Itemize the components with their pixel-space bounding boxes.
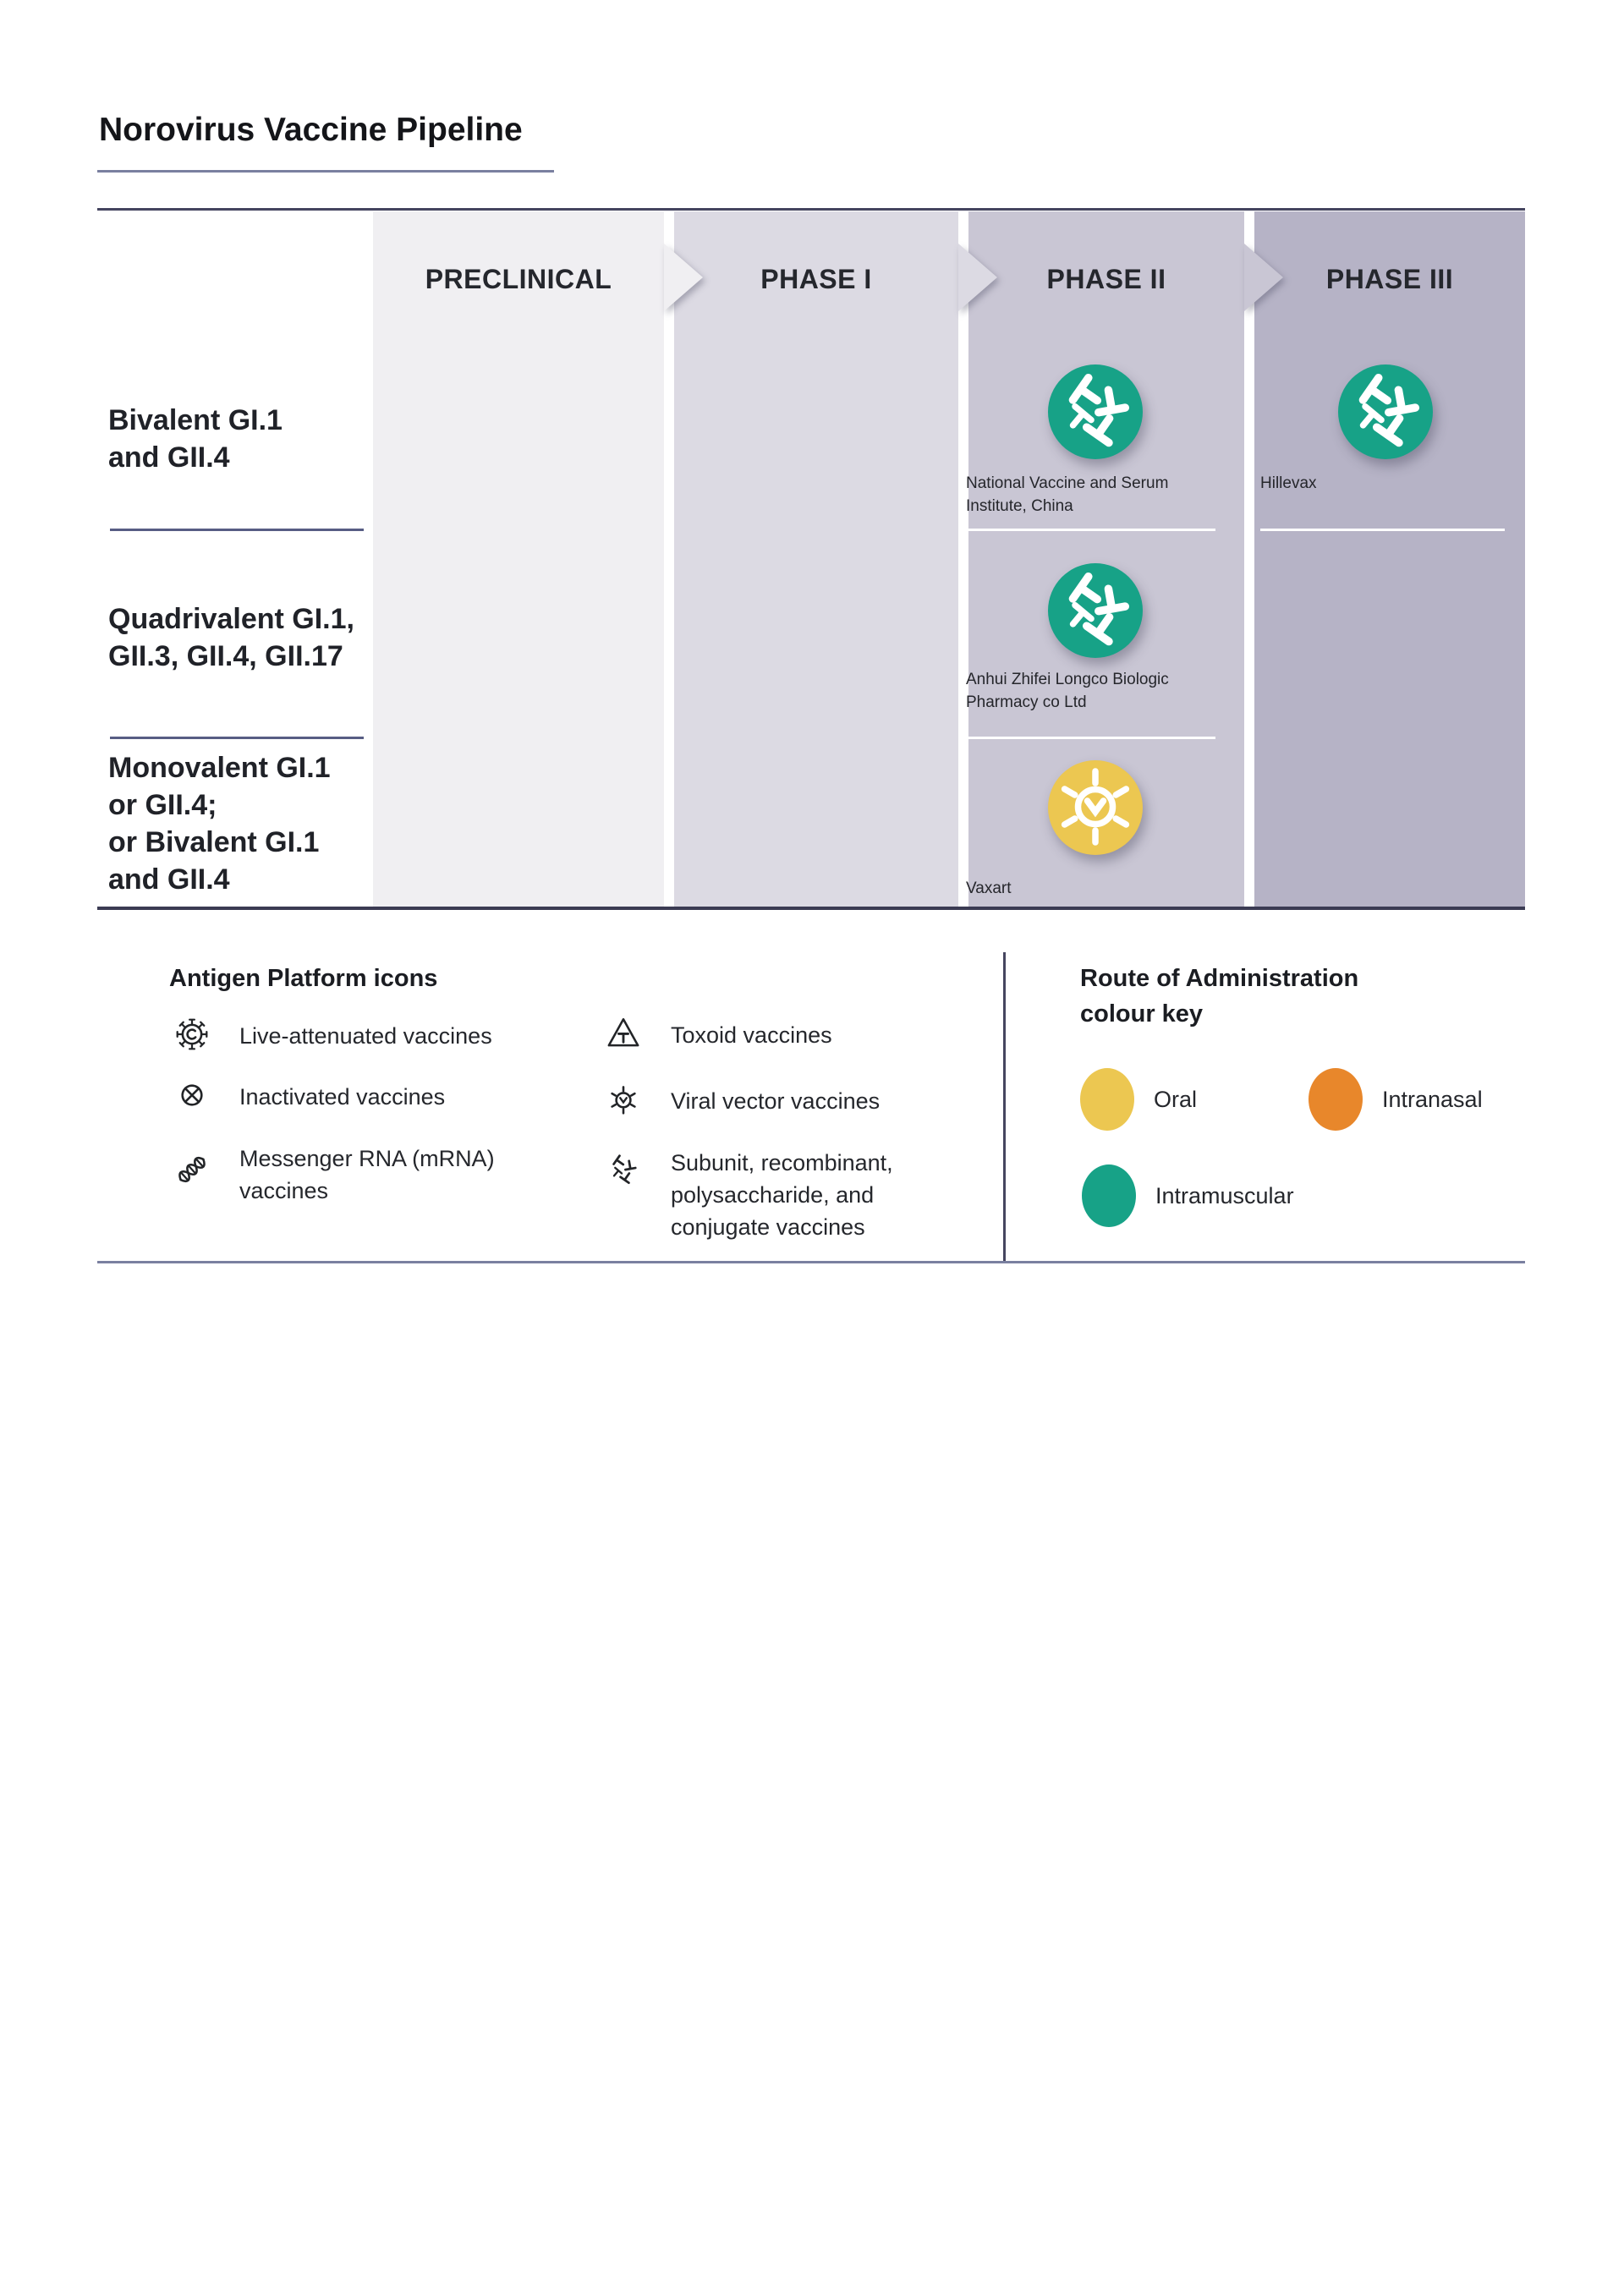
legend-item-label: Viral vector vaccines xyxy=(671,1088,881,1114)
company-label: Hillevax xyxy=(1260,474,1317,492)
row-label-monovalent: Monovalent GI.1 or GII.4; or Bivalent GI.1 and GII.4 xyxy=(108,752,331,896)
live-attenuated-icon xyxy=(172,1014,212,1055)
company-label: Vaxart xyxy=(966,879,1012,897)
oral-color-swatch xyxy=(1080,1068,1134,1131)
row-divider-white xyxy=(966,737,1215,739)
viral-vector-vaccine-icon xyxy=(1048,760,1143,855)
phase-header-phase-1: PHASE I xyxy=(760,264,872,294)
legend-divider xyxy=(1003,952,1006,1262)
row-divider xyxy=(110,737,364,739)
company-label: Anhui Zhifei Longco Biologic Pharmacy co Ltd xyxy=(966,671,1169,711)
title-underline xyxy=(97,170,554,173)
route-key-label: Intramuscular xyxy=(1155,1183,1294,1208)
route-key-label: Intranasal xyxy=(1382,1087,1483,1112)
legend-item-label: Inactivated vaccines xyxy=(239,1084,446,1110)
table-top-rule xyxy=(97,208,1525,211)
legend-item-label: Subunit, recombinant, polysaccharide, and conjugate vaccines xyxy=(671,1150,893,1240)
phase-header-phase-3: PHASE III xyxy=(1325,264,1454,294)
band-phase-3 xyxy=(1254,211,1525,907)
inactivated-icon xyxy=(172,1075,212,1115)
company-label: National Vaccine and Serum Institute, China xyxy=(966,474,1169,515)
route-key-heading: Route of Administration colour key xyxy=(1080,965,1359,1027)
toxoid-icon xyxy=(603,1013,644,1054)
row-divider xyxy=(110,529,364,531)
intranasal-color-swatch xyxy=(1309,1068,1363,1131)
row-divider-white xyxy=(966,529,1215,531)
intramuscular-color-swatch xyxy=(1082,1164,1136,1227)
legend-item-label: Toxoid vaccines xyxy=(671,1022,832,1048)
row-label-quadrivalent: Quadrivalent GI.1, GII.3, GII.4, GII.17 xyxy=(108,603,354,672)
table-bottom-rule xyxy=(97,907,1525,910)
subunit-icon xyxy=(603,1149,644,1190)
row-label-bivalent: Bivalent GI.1 and GII.4 xyxy=(108,404,283,474)
phase-header-phase-2: PHASE II xyxy=(1046,264,1166,294)
subunit-recombinant-vaccine-icon xyxy=(1048,364,1143,459)
subunit-recombinant-vaccine-icon xyxy=(1338,364,1433,459)
subunit-recombinant-vaccine-icon xyxy=(1048,563,1143,658)
antigen-platform-heading: Antigen Platform icons xyxy=(169,965,438,992)
mrna-icon xyxy=(172,1149,212,1190)
legend-bottom-rule xyxy=(97,1261,1525,1263)
row-divider-white xyxy=(1260,529,1505,531)
page-title: Norovirus Vaccine Pipeline xyxy=(99,112,523,148)
route-key-label: Oral xyxy=(1154,1087,1198,1112)
band-phase-1 xyxy=(674,211,958,907)
legend-item-label: Live-attenuated vaccines xyxy=(239,1023,492,1049)
band-preclinical xyxy=(373,211,664,907)
legend-item-label: Messenger RNA (mRNA) vaccines xyxy=(239,1146,495,1203)
viral-vector-icon xyxy=(603,1079,644,1120)
phase-header-preclinical: PRECLINICAL xyxy=(425,264,612,294)
